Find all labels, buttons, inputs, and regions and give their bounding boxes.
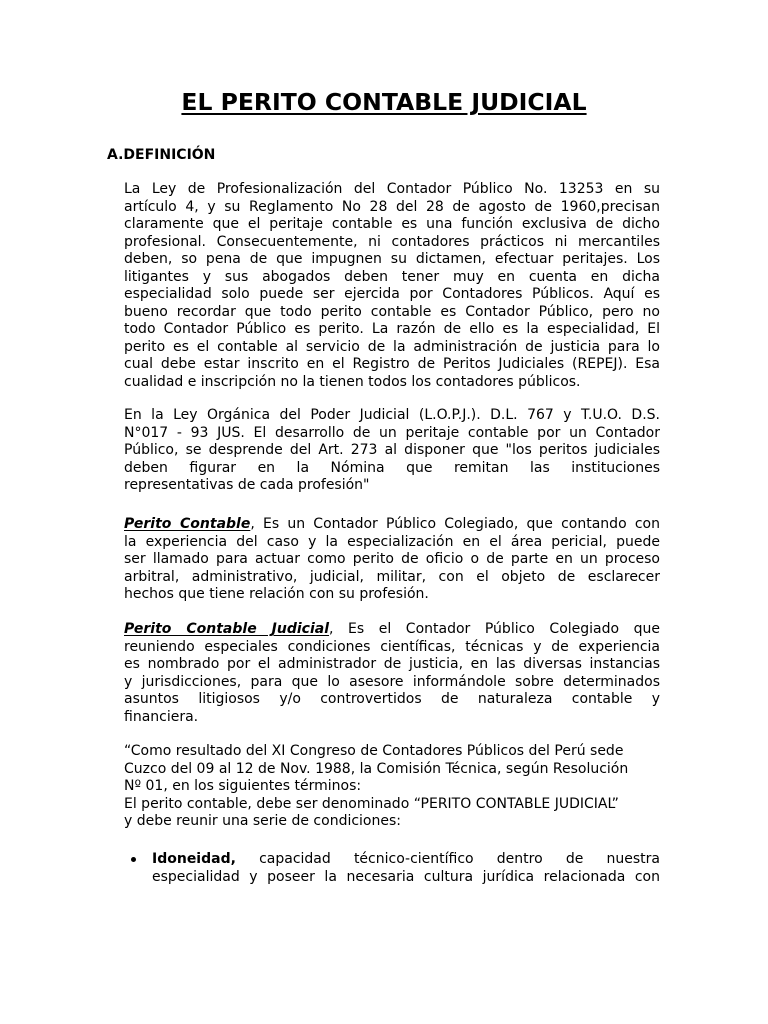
text-line: representativas de cada profesión": [124, 477, 370, 493]
text-line: artículo 4, y su Reglamento No 28 del 28 de agosto de 1960,precisan: [124, 198, 660, 215]
paragraph-perito-contable: [124, 516, 660, 604]
text-line: N°017 - 93 JUS. El desarrollo de un peritaje contable por un Contador: [124, 424, 660, 441]
text-line: especialidad solo puede ser ejercida por Contadores Públicos. Aquí es: [124, 286, 660, 302]
text-line: todo Contador Público es perito. La razón de ello es la especialidad, El: [124, 321, 660, 337]
paragraph-ley-profesionalizacion: [124, 181, 660, 391]
text-line: arbitral, administrativo, judicial, militar, con el objeto de esclarecer: [124, 568, 660, 585]
text-line: reuniendo especiales condiciones científicas, técnicas y de experiencia: [124, 638, 660, 655]
text-line: deben, so pena de que impugnen su dictamen, efectuar peritajes. Los: [124, 251, 660, 267]
term-perito-contable-judicial: Perito Contable Judicial: [124, 621, 330, 637]
text-line: Nº 01, en los siguientes términos:: [124, 778, 362, 794]
text-line: ser llamado para actuar como perito de oficio o de parte en un proceso: [124, 551, 660, 567]
text-line: “Como resultado del XI Congreso de Contadores Públicos del Perú sede: [124, 743, 624, 759]
text-line: perito es el contable al servicio de la administración de justicia para lo: [124, 338, 660, 355]
paragraph-congreso: [124, 743, 660, 831]
text-line: El perito contable, debe ser denominado “PERITO CONTABLE JUDICIAL”: [124, 795, 619, 812]
text-line: cual debe estar inscrito en el Registro de Peritos Judiciales (REPEJ). Esa: [124, 356, 660, 372]
text-line: cualidad e inscripción no la tienen todos los contadores públicos.: [124, 373, 581, 390]
text-line: En la Ley Orgánica del Poder Judicial (L.O.P.J.). D.L. 767 y T.U.O. D.S.: [124, 407, 660, 423]
text-line: claramente que el peritaje contable es una función exclusiva de dicho: [124, 216, 660, 232]
text-line: y debe reunir una serie de condiciones:: [124, 813, 401, 829]
paragraph-perito-contable-judicial: [124, 621, 660, 726]
text-line: [152, 851, 660, 869]
text-line: bueno recordar que todo perito contable es Contador Público, pero no: [124, 303, 660, 320]
text-line: [124, 621, 660, 639]
text-line: especialidad y poseer la necesaria cultura jurídica relacionada con: [152, 868, 660, 885]
document-title: EL PERITO CONTABLE JUDICIAL: [181, 88, 587, 116]
text-line: la experiencia del caso y la especialización en el área pericial, puede: [124, 533, 660, 550]
text-line: Público, se desprende del Art. 273 al disponer que "los peritos judiciales: [124, 442, 660, 458]
term-idoneidad: Idoneidad,: [152, 851, 236, 867]
bullet-icon: [131, 857, 136, 862]
text-line: hechos que tiene relación con su profesión.: [124, 586, 429, 602]
list-item-text: capacidad técnico-científico dentro de nuestra: [235, 851, 660, 867]
section-heading-definicion: A.DEFINICIÓN: [107, 147, 216, 163]
text-line: profesional. Consecuentemente, ni contadores prácticos ni mercantiles: [124, 233, 660, 250]
text-line: La Ley de Profesionalización del Contador Público No. 13253 en su: [124, 181, 660, 197]
definition-text: , Es un Contador Público Colegiado, que contando con: [250, 516, 660, 532]
list-item-idoneidad: [152, 851, 660, 886]
paragraph-ley-organica: [124, 407, 660, 495]
text-line: litigantes y sus abogados deben tener muy en cuenta en dicha: [124, 268, 660, 285]
text-line: deben figurar en la Nómina que remitan las instituciones: [124, 459, 660, 476]
term-perito-contable: Perito Contable: [124, 516, 251, 532]
text-line: y jurisdicciones, para que lo asesore informándole sobre determinados: [124, 673, 660, 690]
text-line: financiera.: [124, 708, 199, 725]
text-line: Cuzco del 09 al 12 de Nov. 1988, la Comisión Técnica, según Resolución: [124, 760, 629, 777]
text-line: asuntos litigiosos y/o controvertidos de naturaleza contable y: [124, 691, 660, 707]
definition-text: , Es el Contador Público Colegiado que: [329, 621, 661, 637]
text-line: es nombrado por el administrador de justicia, en las diversas instancias: [124, 656, 660, 672]
text-line: [124, 516, 660, 534]
